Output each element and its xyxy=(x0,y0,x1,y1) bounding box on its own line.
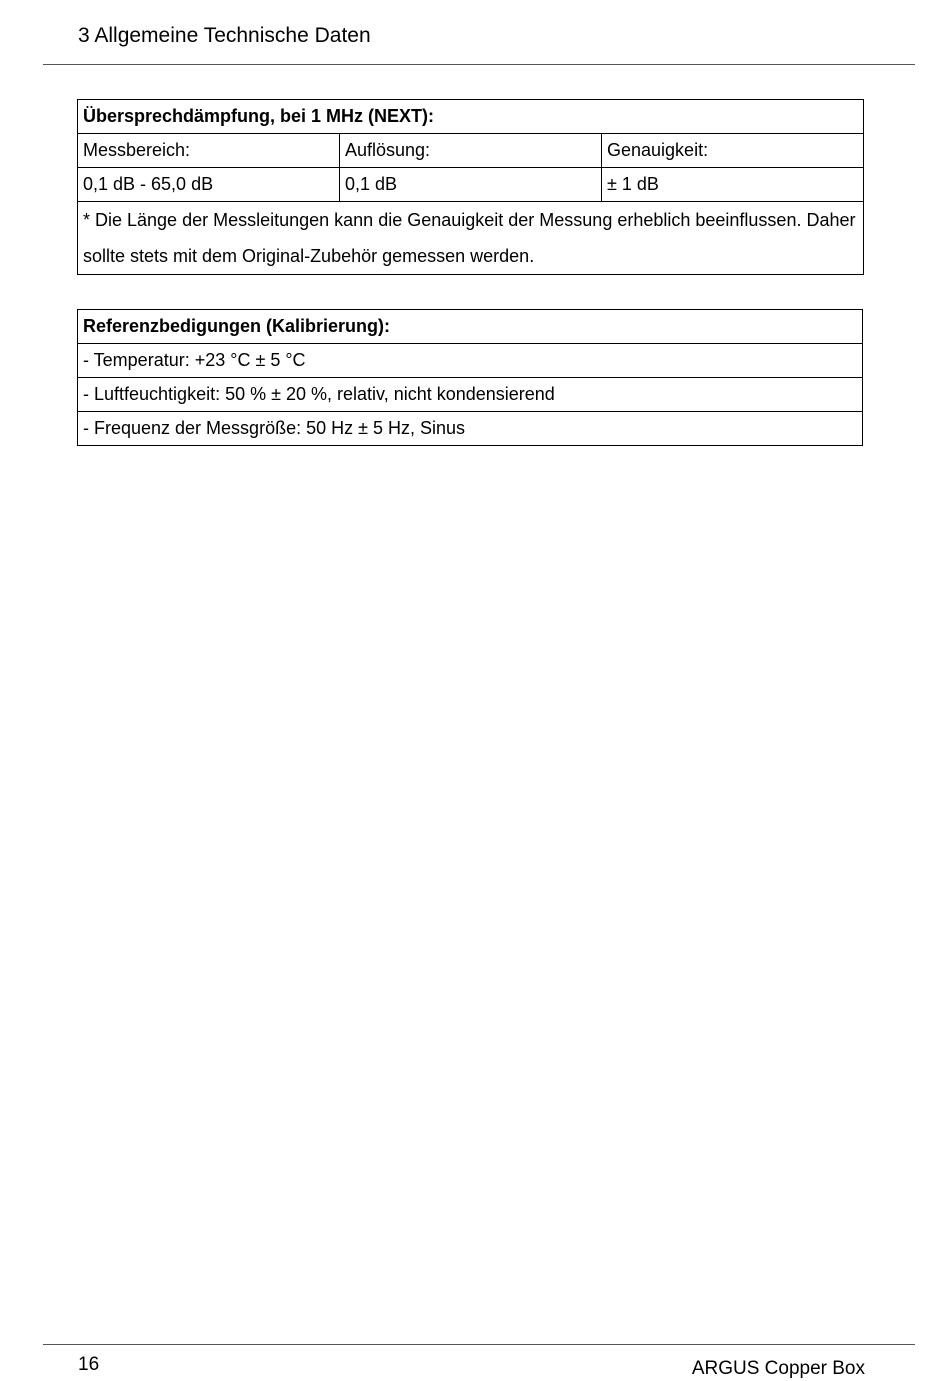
crosstalk-table-title: Übersprechdämpfung, bei 1 MHz (NEXT): xyxy=(78,100,864,134)
reference-conditions-table xyxy=(77,309,863,446)
table-title-row xyxy=(78,100,864,134)
value-cell-accuracy: ± 1 dB xyxy=(602,168,864,202)
table-row xyxy=(78,412,863,446)
page-number: 16 xyxy=(78,1354,100,1375)
header-divider xyxy=(43,64,915,65)
table-row xyxy=(78,378,863,412)
crosstalk-spec-table xyxy=(77,99,864,275)
value-cell-measuring-range: 0,1 dB - 65,0 dB xyxy=(78,168,340,202)
header-cell-accuracy: Genauigkeit: xyxy=(602,134,864,168)
footer-divider xyxy=(43,1344,915,1345)
table-header-row xyxy=(78,134,864,168)
footer-product-name: ARGUS Copper Box xyxy=(691,1358,865,1379)
table-row xyxy=(78,168,864,202)
reference-row-frequency: - Frequenz der Messgröße: 50 Hz ± 5 Hz, Sinus xyxy=(78,412,863,446)
reference-row-temperature: - Temperatur: +23 °C ± 5 °C xyxy=(78,344,863,378)
reference-table-title: Referenzbedigungen (Kalibrierung): xyxy=(78,310,863,344)
header-cell-resolution: Auflösung: xyxy=(340,134,602,168)
value-cell-resolution: 0,1 dB xyxy=(340,168,602,202)
table-title-row xyxy=(78,310,863,344)
table-note-row xyxy=(78,202,864,275)
header-cell-measuring-range: Messbereich: xyxy=(78,134,340,168)
table-row xyxy=(78,344,863,378)
page-header-title: 3 Allgemeine Technische Daten xyxy=(78,24,371,47)
reference-row-humidity: - Luftfeuchtigkeit: 50 % ± 20 %, relativ, nicht kondensierend xyxy=(78,378,863,412)
crosstalk-table-note: * Die Länge der Messleitungen kann die Genauigkeit der Messung erheblich beeinflussen. Daher sollte stets mit dem Original-Zubehör gemessen werden. xyxy=(78,202,864,275)
